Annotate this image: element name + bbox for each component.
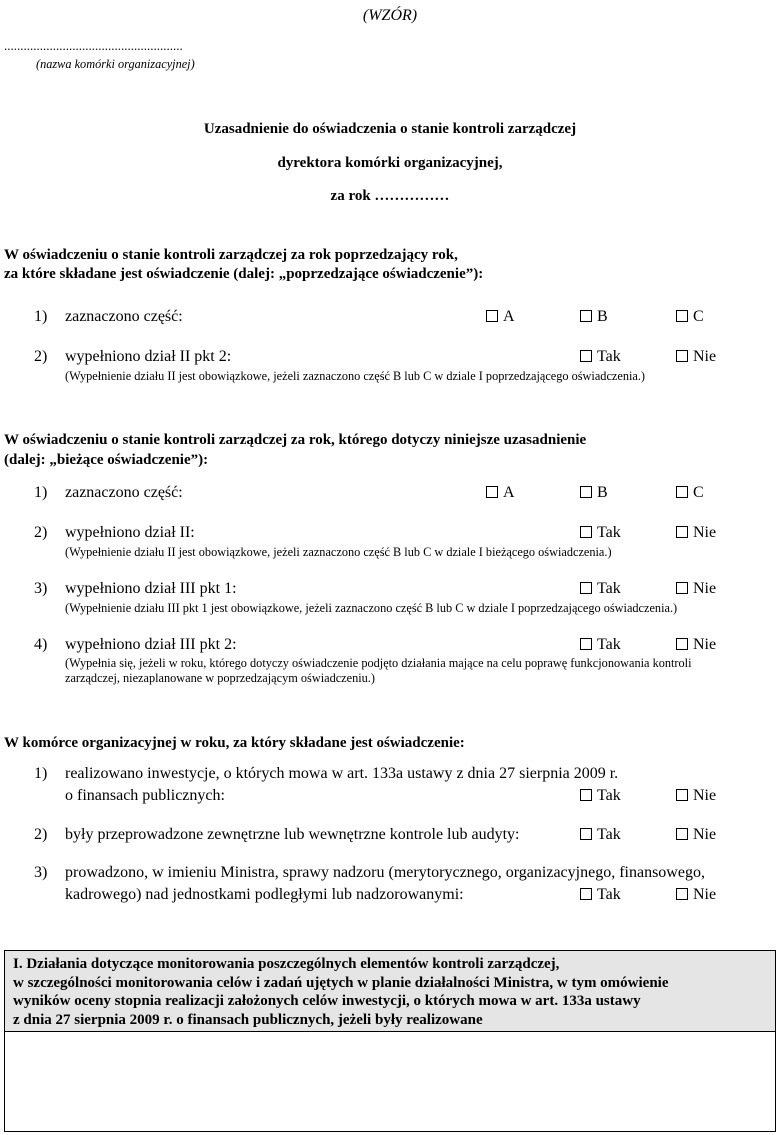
unit-name-line: ....................................................... [4,38,183,53]
cur-item4-note-line2: zarządczej, niezaplanowane w poprzedzającym oświadczeniu.) [65,671,375,685]
checkbox-icon [580,350,592,362]
checkbox-icon [580,486,592,498]
document-title-line3: za rok …………… [330,188,450,204]
unit-item2-number: 2) [34,826,48,843]
prev-item2-number: 2) [34,348,48,365]
checkbox-icon [580,789,592,801]
current-statement-heading-line2: (dalej: „bieżące oświadczenie”): [4,452,209,468]
checkbox-icon [676,789,688,801]
checkbox-icon [676,486,688,498]
previous-statement-heading-line1: W oświadczeniu o stanie kontroli zarządczej za rok poprzedzający rok, [4,247,458,263]
section-i-header [5,951,775,1032]
cur-item2-option-tak[interactable]: Tak [580,524,621,542]
cur-item2-number: 2) [34,524,48,541]
checkbox-icon [676,828,688,840]
cur-item4-note-line1: (Wypełnia się, jeżeli w roku, którego dotyczy oświadczenie podjęto działania mające na celu poprawę funkcjonowania kontroli [65,656,692,670]
prev-item1-number: 1) [34,308,48,325]
cur-option-a[interactable]: A [486,484,515,502]
cur-item4-label: wypełniono dział III pkt 2: [65,636,237,653]
checkbox-icon [486,486,498,498]
prev-option-b[interactable]: B [580,308,608,326]
unit-item3-label-line2: kadrowego) nad jednostkami podległymi lub nadzorowanymi: [65,886,464,903]
prev-item2-option-tak[interactable]: Tak [580,348,621,366]
cur-item1-number: 1) [34,484,48,501]
cur-item4-option-nie[interactable]: Nie [676,636,716,654]
checkbox-icon [580,310,592,322]
checkbox-icon [580,828,592,840]
checkbox-icon [676,350,688,362]
unit-item1-label-line2: o finansach publicznych: [65,787,225,804]
unit-item2-label: były przeprowadzone zewnętrzne lub wewnętrzne kontrole lub audyty: [65,826,520,843]
section-i-box [4,950,776,1132]
current-statement-heading-line1: W oświadczeniu o stanie kontroli zarządczej za rok, którego dotyczy niniejsze uzasadnienie [4,432,587,448]
section-i-title-line3: wyników oceny stopnia realizacji założonych celów inwestycji, o których mowa w art. 133a ustawy [13,993,641,1009]
unit-section-heading: W komórce organizacyjnej w roku, za który składane jest oświadczenie: [4,735,465,751]
cur-item3-note: (Wypełnienie działu III pkt 1 jest obowiązkowe, jeżeli zaznaczono część B lub C w dziale I poprzedzającego oświadczenia.) [65,601,678,615]
cur-item2-note: (Wypełnienie działu II jest obowiązkowe, jeżeli zaznaczono część B lub C w dziale I bieżącego oświadczenia.) [65,545,612,559]
cur-item4-option-tak[interactable]: Tak [580,636,621,654]
section-i-title-line2: w szczególności monitorowania celów i zadań ujętych w planie działalności Ministra, w tym omówienie [13,974,669,991]
checkbox-icon [676,526,688,538]
unit-item1-option-tak[interactable]: Tak [580,787,621,805]
prev-option-a[interactable]: A [486,308,515,326]
unit-item1-number: 1) [34,765,48,782]
unit-item3-label-line1: prowadzono, w imieniu Ministra, sprawy nadzoru (merytorycznego, organizacyjnego, finansowego, [65,864,705,881]
cur-item3-option-nie[interactable]: Nie [676,580,716,598]
document-title-line2: dyrektora komórki organizacyjnej, [277,155,503,171]
unit-name-caption: (nazwa komórki organizacyjnej) [36,57,195,71]
cur-item1-label: zaznaczono część: [65,484,183,501]
cur-option-b[interactable]: B [580,484,608,502]
unit-item3-number: 3) [34,864,48,881]
cur-item4-number: 4) [34,636,48,653]
unit-item2-option-tak[interactable]: Tak [580,826,621,844]
prev-item2-option-nie[interactable]: Nie [676,348,716,366]
prev-item1-label: zaznaczono część: [65,308,183,325]
cur-item3-number: 3) [34,580,48,597]
unit-item2-option-nie[interactable]: Nie [676,826,716,844]
checkbox-icon [676,582,688,594]
cur-item3-label: wypełniono dział III pkt 1: [65,580,237,597]
section-i-title-line1: I. Działania dotyczące monitorowania poszczególnych elementów kontroli zarządczej, [13,956,560,972]
cur-item2-label: wypełniono dział II: [65,524,195,541]
unit-item1-label-line1: realizowano inwestycje, o których mowa w art. 133a ustawy z dnia 27 sierpnia 2009 r. [65,765,619,782]
checkbox-icon [580,526,592,538]
unit-item3-option-tak[interactable]: Tak [580,886,621,904]
checkbox-icon [580,582,592,594]
previous-statement-heading-line2: za które składane jest oświadczenie (dalej: „poprzedzające oświadczenie”): [4,266,484,282]
checkbox-icon [580,888,592,900]
checkbox-icon [676,888,688,900]
checkbox-icon [580,638,592,650]
checkbox-icon [676,638,688,650]
prev-option-c[interactable]: C [676,308,704,326]
checkbox-icon [486,310,498,322]
unit-item3-option-nie[interactable]: Nie [676,886,716,904]
prev-item2-label: wypełniono dział II pkt 2: [65,348,232,365]
document-title-line1: Uzasadnienie do oświadczenia o stanie kontroli zarządczej [203,121,577,137]
checkbox-icon [676,310,688,322]
section-i-content-area[interactable] [5,1032,775,1131]
prev-item2-note: (Wypełnienie działu II jest obowiązkowe, jeżeli zaznaczono część B lub C w dziale I poprzedzającego oświadczenia.) [65,369,646,383]
cur-item3-option-tak[interactable]: Tak [580,580,621,598]
unit-item1-option-nie[interactable]: Nie [676,787,716,805]
cur-option-c[interactable]: C [676,484,704,502]
section-i-title-line4: z dnia 27 sierpnia 2009 r. o finansach publicznych, jeżeli były realizowane [13,1011,483,1028]
cur-item2-option-nie[interactable]: Nie [676,524,716,542]
template-label: (WZÓR) [362,7,418,24]
